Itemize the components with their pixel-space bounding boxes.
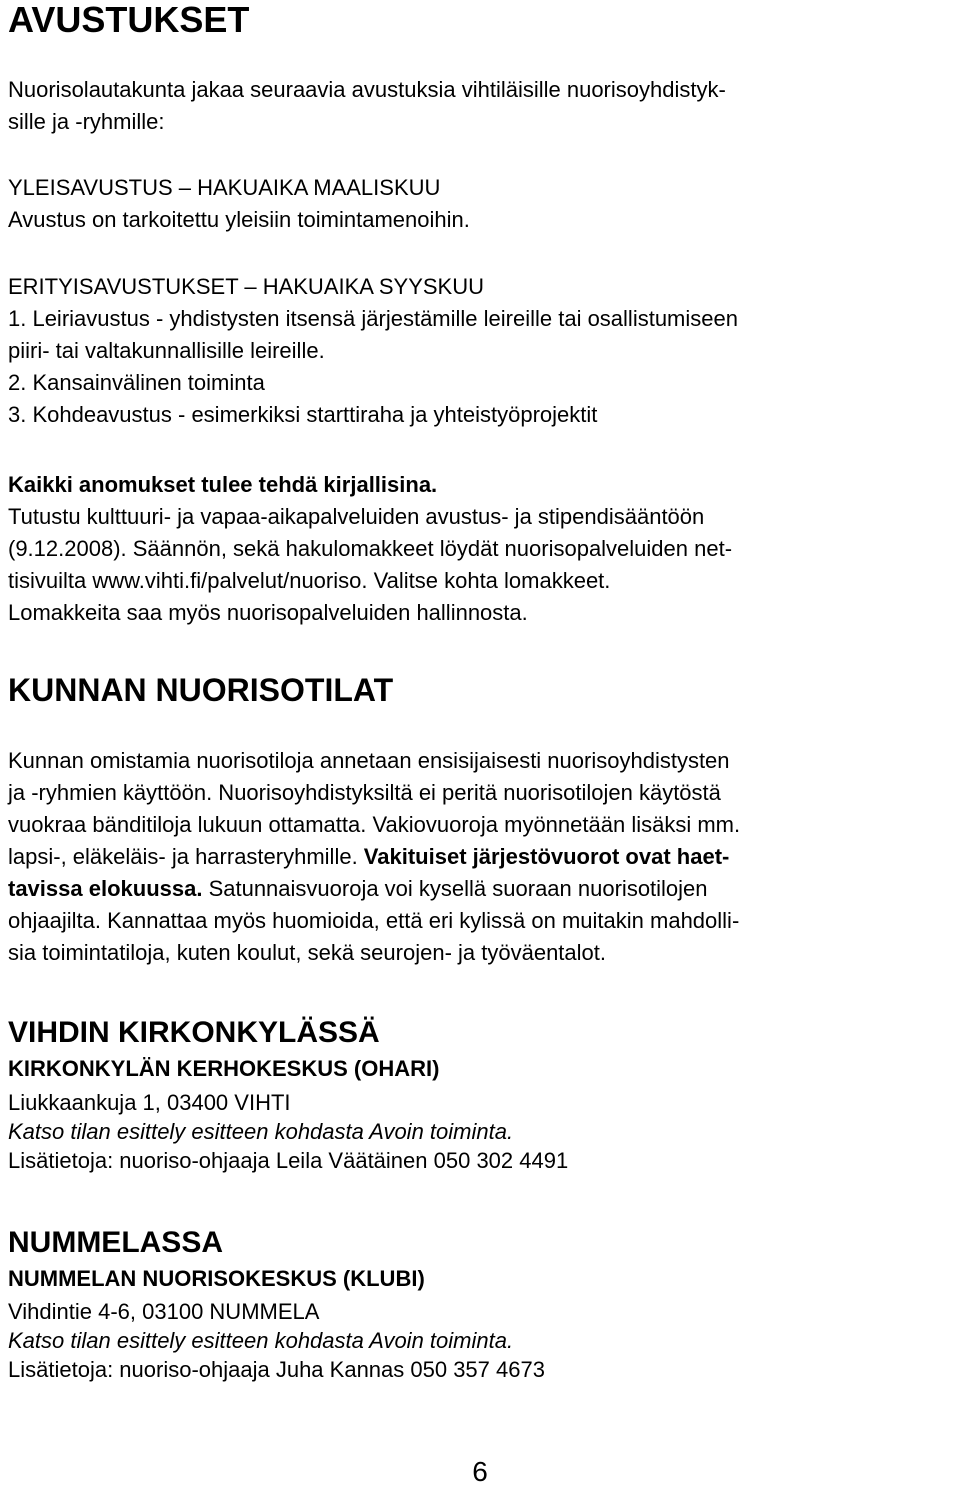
- nuorisotilat-line: sia toimintatiloja, kuten koulut, sekä seurojen- ja työväentalot.: [8, 940, 606, 965]
- erityisavustus-item: 2. Kansainvälinen toiminta: [8, 370, 265, 395]
- nuorisotilat-text: [8, 745, 740, 969]
- note-line: Lomakkeita saa myös nuorisopalveluiden hallinnosta.: [8, 600, 528, 625]
- kirkonkyla-heading: VIHDIN KIRKONKYLÄSSÄ: [8, 1016, 380, 1049]
- yleisavustus-section: [8, 172, 470, 236]
- nuorisotilat-line4-normal: lapsi-, eläkeläis- ja harrasteryhmille.: [8, 844, 364, 869]
- nuorisotilat-line: [8, 873, 740, 905]
- application-note: [8, 469, 732, 629]
- nuorisotilat-line5-bold: tavissa elokuussa.: [8, 876, 203, 901]
- nuorisotilat-line: [8, 841, 740, 873]
- erityisavustus-item: piiri- tai valtakunnallisille leireille.: [8, 338, 325, 363]
- avustukset-intro: [8, 74, 726, 138]
- avustukset-heading: AVUSTUKSET: [8, 0, 250, 40]
- nummela-contact: Lisätietoja: nuoriso-ohjaaja Juha Kannas 050 357 4673: [8, 1357, 545, 1382]
- yleisavustus-title: YLEISAVUSTUS – HAKUAIKA MAALISKUU: [8, 175, 441, 200]
- kirkonkyla-see: Katso tilan esittely esitteen kohdasta Avoin toiminta.: [8, 1119, 514, 1144]
- erityisavustus-item: 3. Kohdeavustus - esimerkiksi starttiraha ja yhteistyöprojektit: [8, 402, 598, 427]
- nuorisotilat-heading: KUNNAN NUORISOTILAT: [8, 672, 394, 708]
- nuorisotilat-line5-normal: Satunnaisvuoroja voi kysellä suoraan nuorisotilojen: [202, 876, 708, 901]
- intro-line: Nuorisolautakunta jakaa seuraavia avustuksia vihtiläisille nuorisoyhdistyk-: [8, 77, 726, 102]
- nuorisotilat-line: ja -ryhmien käyttöön. Nuorisoyhdistyksiltä ei peritä nuorisotilojen käytöstä: [8, 780, 721, 805]
- erityisavustukset-title: ERITYISAVUSTUKSET – HAKUAIKA SYYSKUU: [8, 274, 484, 299]
- erityisavustus-item: 1. Leiriavustus - yhdistysten itsensä järjestämille leireille tai osallistumiseen: [8, 306, 738, 331]
- note-line: Tutustu kulttuuri- ja vapaa-aikapalveluiden avustus- ja stipendisääntöön: [8, 504, 705, 529]
- kirkonkyla-contact: Lisätietoja: nuoriso-ohjaaja Leila Väätäinen 050 302 4491: [8, 1148, 569, 1173]
- nummela-see: Katso tilan esittely esitteen kohdasta Avoin toiminta.: [8, 1328, 514, 1353]
- nummela-address: Vihdintie 4-6, 03100 NUMMELA: [8, 1299, 320, 1324]
- nuorisotilat-line4-bold: Vakituiset järjestövuorot ovat haet-: [363, 844, 730, 869]
- nummela-details: [8, 1297, 545, 1384]
- kirkonkyla-address: Liukkaankuja 1, 03400 VIHTI: [8, 1090, 291, 1115]
- kirkonkyla-details: [8, 1088, 568, 1175]
- nummela-heading: NUMMELASSA: [8, 1226, 223, 1259]
- note-line: tisivuilta www.vihti.fi/palvelut/nuoriso. Valitse kohta lomakkeet.: [8, 568, 611, 593]
- erityisavustukset-section: [8, 271, 738, 431]
- note-line: (9.12.2008). Säännön, sekä hakulomakkeet löydät nuorisopalveluiden net-: [8, 536, 733, 561]
- page-number: 6: [472, 1456, 488, 1487]
- yleisavustus-text: Avustus on tarkoitettu yleisiin toimintamenoihin.: [8, 207, 470, 232]
- note-bold: Kaikki anomukset tulee tehdä kirjallisina.: [8, 472, 438, 497]
- nuorisotilat-line: Kunnan omistamia nuorisotiloja annetaan ensisijaisesti nuorisoyhdistysten: [8, 748, 730, 773]
- intro-line: sille ja -ryhmille:: [8, 109, 165, 134]
- nuorisotilat-line: ohjaajilta. Kannattaa myös huomioida, että eri kylissä on muitakin mahdolli-: [8, 908, 740, 933]
- nummela-venue: NUMMELAN NUORISOKESKUS (KLUBI): [8, 1266, 425, 1291]
- nuorisotilat-line: vuokraa bänditiloja lukuun ottamatta. Vakiovuoroja myönnetään lisäksi mm.: [8, 812, 741, 837]
- kirkonkyla-venue: KIRKONKYLÄN KERHOKESKUS (OHARI): [8, 1056, 440, 1081]
